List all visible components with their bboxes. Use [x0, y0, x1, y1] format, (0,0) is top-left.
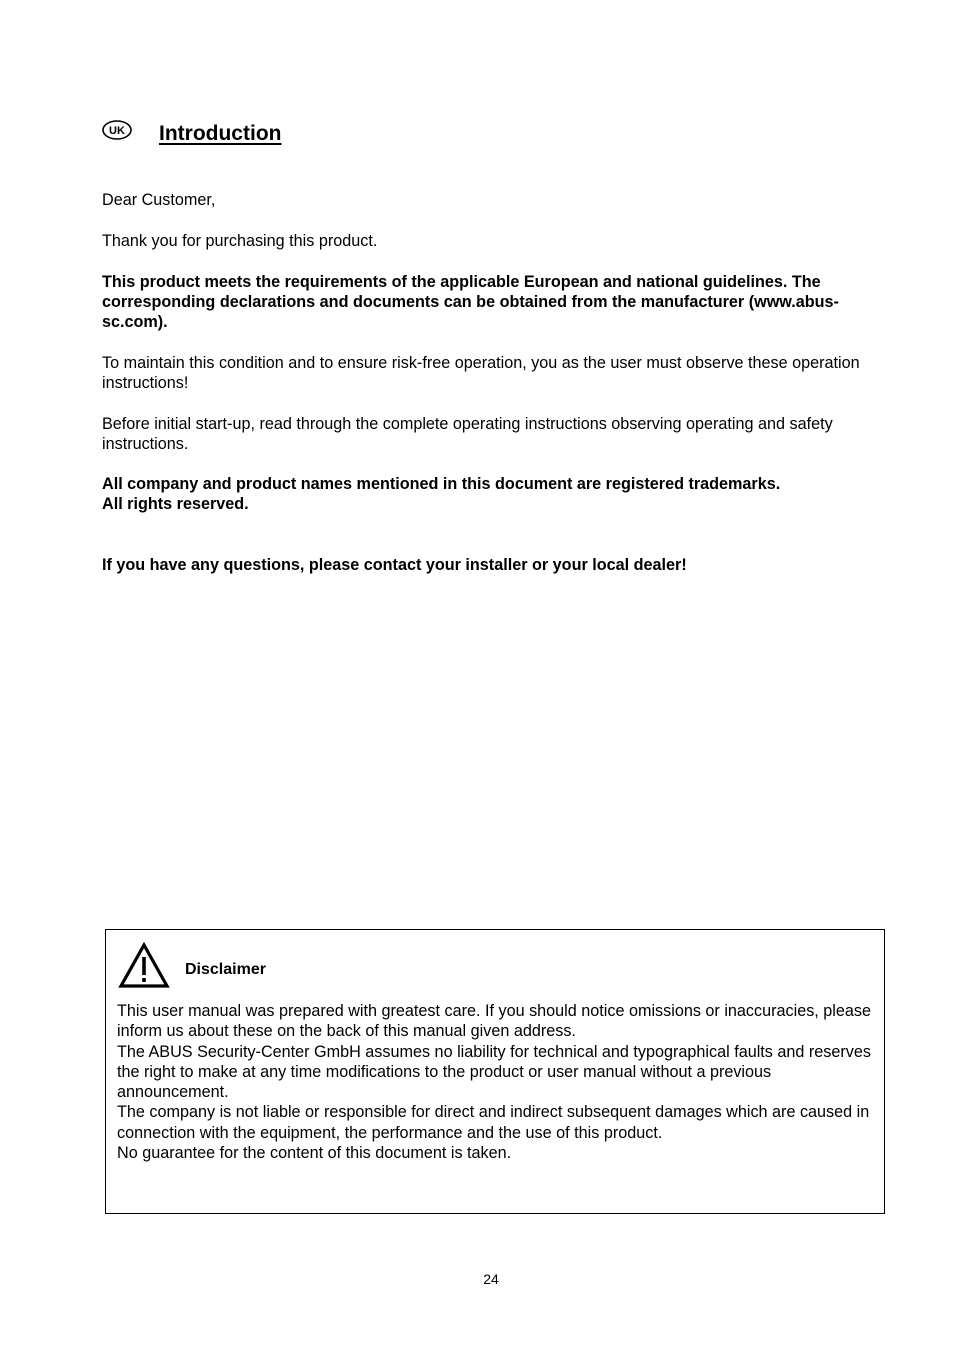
intro-body [102, 190, 882, 575]
disclaimer-text [117, 1001, 883, 1163]
warning-triangle-icon [118, 942, 170, 990]
rights-reserved-text: All rights reserved. [102, 495, 249, 514]
maintain-text: To maintain this condition and to ensure risk-free operation, you as the user must observe these operation instructions! [102, 353, 860, 393]
uk-badge-label: UK [109, 125, 125, 137]
uk-language-badge [102, 120, 132, 140]
uk-flag-icon [102, 120, 132, 140]
trademarks-block [102, 474, 882, 515]
startup-text: Before initial start-up, read through the complete operating instructions observing operating and safety instructions. [102, 414, 833, 453]
disclaimer-title: Disclaimer [185, 961, 266, 978]
page-title: Introduction [159, 122, 282, 145]
thanks-text: Thank you for purchasing this product. [102, 231, 378, 250]
disclaimer-paragraph: No guarantee for the content of this document is taken. [117, 1144, 512, 1163]
trademarks-text: All company and product names mentioned in this document are registered trademarks. [102, 475, 781, 494]
page-number: 24 [483, 1271, 499, 1287]
disclaimer-paragraph: The company is not liable or responsible for direct and indirect subsequent damages which are caused in connection with the equipment, the performance and the use of this product. [117, 1103, 870, 1142]
disclaimer-box [105, 929, 885, 1214]
disclaimer-paragraph: This user manual was prepared with greatest care. If you should notice omissions or inaccuracies, please inform us about these on the back of this manual given address. [117, 1002, 871, 1041]
disclaimer-paragraph: The ABUS Security-Center GmbH assumes no liability for technical and typographical faults and reserves the right to make at any time modifications to the product or user manual without a previous announcement. [117, 1042, 871, 1102]
questions-text: If you have any questions, please contact your installer or your local dealer! [102, 555, 687, 574]
greeting-text: Dear Customer, [102, 191, 216, 209]
compliance-text: This product meets the requirements of the applicable European and national guidelines. The corresponding declarations and documents can be obtained from the manufacturer (www.abus-sc.com). [102, 272, 839, 332]
